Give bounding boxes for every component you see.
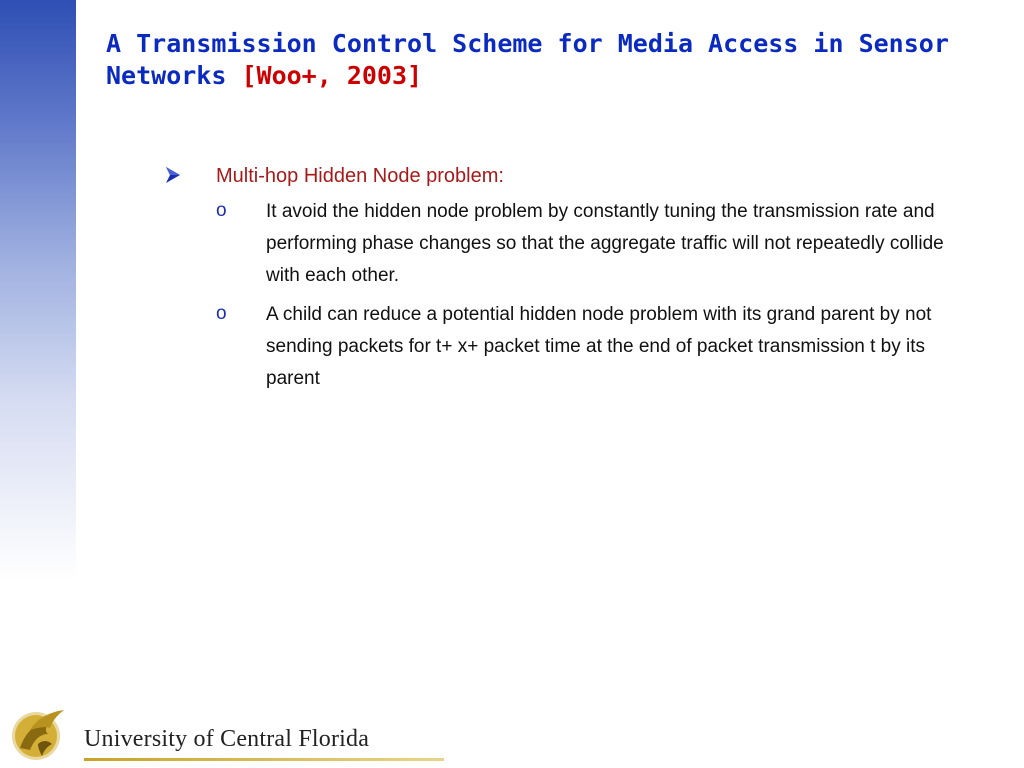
university-name: University of Central Florida bbox=[84, 726, 370, 752]
footer-logo bbox=[8, 700, 448, 766]
circle-bullet-marker: o bbox=[216, 200, 227, 221]
bullet-item bbox=[164, 160, 944, 192]
title-citation: [Woo+, 2003] bbox=[241, 61, 423, 90]
bullet-text: Multi-hop Hidden Node problem: bbox=[216, 165, 504, 187]
slide-title bbox=[106, 28, 986, 92]
circle-bullet-marker: o bbox=[216, 303, 227, 324]
title-main-text: A Transmission Control Scheme for Media Access in Sensor Networks bbox=[106, 29, 949, 90]
side-gradient-band bbox=[0, 0, 76, 580]
sub-bullet-item bbox=[164, 299, 944, 395]
sub-bullet-item bbox=[164, 196, 944, 292]
arrow-bullet-icon bbox=[164, 166, 182, 184]
sub-bullet-list bbox=[164, 196, 944, 395]
pegasus-logo-icon bbox=[8, 700, 70, 766]
sub-bullet-text: It avoid the hidden node problem by constantly tuning the transmission rate and performing phase changes so that the aggregate traffic will not repeatedly collide with each other. bbox=[266, 201, 944, 286]
bullet-list bbox=[164, 160, 944, 402]
sub-bullet-text: A child can reduce a potential hidden node problem with its grand parent by not sending packets for t+ x+ packet time at the end of packet transmission t by its parent bbox=[266, 304, 932, 389]
footer-divider bbox=[84, 758, 444, 761]
